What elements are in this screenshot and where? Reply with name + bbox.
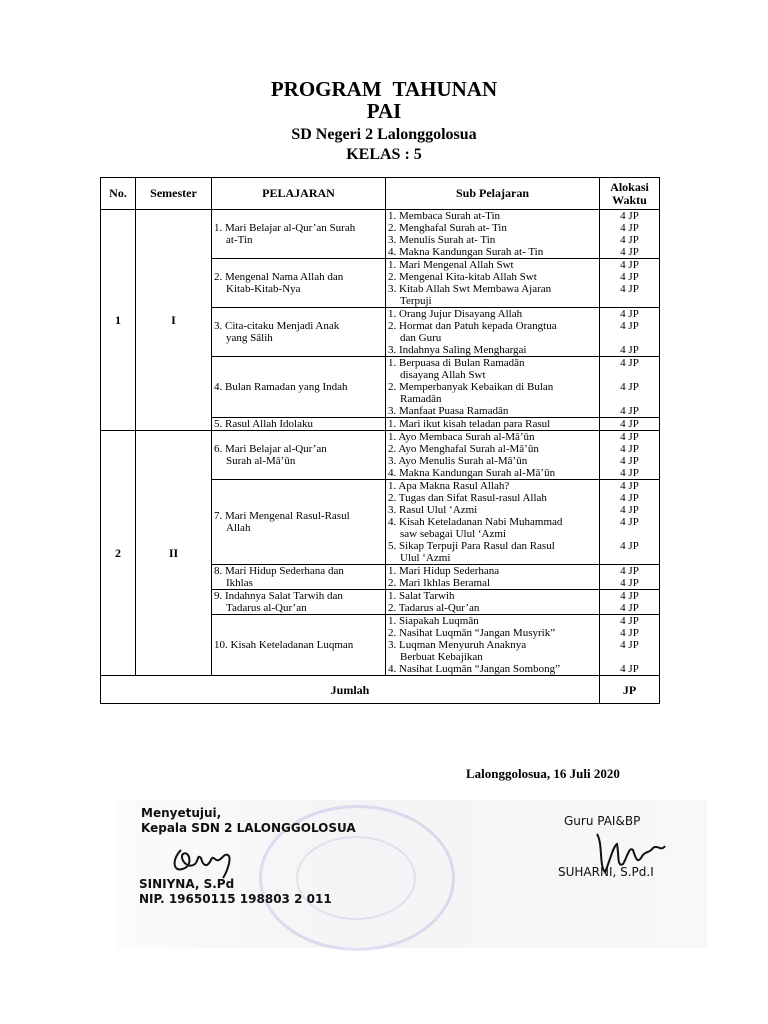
teacher-name: SUHARNI, S.Pd.I <box>558 865 654 879</box>
alokasi-value: 4 JP <box>620 602 639 614</box>
sub-pelajaran-item: 4. Makna Kandungan Surah al-Mā’ūn <box>388 467 556 479</box>
sub-pelajaran-item: Ramadān <box>400 393 442 405</box>
sub-pelajaran-item: 3. Indahnya Saling Menghargai <box>388 344 527 356</box>
table-body <box>101 210 660 676</box>
alokasi-value: 4 JP <box>620 480 639 492</box>
pelajaran-cell <box>212 590 386 615</box>
sub-pelajaran-item: 3. Rasul Ulul ‘Azmi <box>388 504 478 516</box>
sub-pelajaran-item: 2. Tugas dan Sifat Rasul-rasul Allah <box>388 492 547 504</box>
signature-area <box>117 800 707 948</box>
sub-pelajaran-item: 1. Orang Jujur Disayang Allah <box>388 308 523 320</box>
alokasi-value: 4 JP <box>620 259 639 271</box>
alokasi-value <box>602 552 657 564</box>
sub-pelajaran-item: 1. Berpuasa di Bulan Ramadān <box>388 357 525 369</box>
alokasi-value: 4 JP <box>620 344 639 356</box>
sub-pelajaran-cell <box>386 210 600 259</box>
sub-pelajaran-cell <box>386 590 600 615</box>
table-row <box>101 210 660 259</box>
principal-nip: NIP. 19650115 198803 2 011 <box>139 892 332 906</box>
alokasi-value: 4 JP <box>620 615 639 627</box>
alokasi-cell <box>600 357 660 418</box>
alokasi-value: 4 JP <box>620 381 639 393</box>
sub-pelajaran-cell <box>386 357 600 418</box>
pelajaran-line: 7. Mari Mengenal Rasul-Rasul <box>214 510 350 522</box>
header-alokasi-line1: Alokasi <box>610 179 649 194</box>
alokasi-value: 4 JP <box>620 271 639 283</box>
alokasi-value: 4 JP <box>620 443 639 455</box>
alokasi-value: 4 JP <box>620 320 639 332</box>
sub-pelajaran-item: 3. Luqman Menyuruh Anaknya <box>388 639 527 651</box>
sub-pelajaran-cell <box>386 259 600 308</box>
header-sub-pelajaran: Sub Pelajaran <box>386 178 600 210</box>
document-subject: PAI <box>366 99 402 123</box>
sub-pelajaran-item: 3. Kitab Allah Swt Membawa Ajaran <box>388 283 552 295</box>
pelajaran-line: 8. Mari Hidup Sederhana dan <box>214 565 344 577</box>
alokasi-cell <box>600 210 660 259</box>
pelajaran-cell <box>212 431 386 480</box>
sub-pelajaran-item: 1. Apa Makna Rasul Allah? <box>388 480 510 492</box>
sub-pelajaran-item: 2. Hormat dan Patuh kepada Orangtua <box>388 320 557 332</box>
header-pelajaran: PELAJARAN <box>212 178 386 210</box>
pelajaran-line: 6. Mari Belajar al-Qur’an <box>214 443 327 455</box>
school-name: SD Negeri 2 Lalonggolosua <box>291 126 477 143</box>
header-alokasi-line2: Waktu <box>612 192 647 207</box>
teacher-role: Guru PAI&BP <box>564 814 641 828</box>
row-number: 1 <box>101 210 136 431</box>
total-row <box>101 676 660 704</box>
pelajaran-line: Surah al-Mā’ūn <box>226 455 296 467</box>
pelajaran-line: Kitab-Kitab-Nya <box>226 283 301 295</box>
semester-cell: II <box>136 431 212 676</box>
sub-pelajaran-cell <box>386 431 600 480</box>
alokasi-value: 4 JP <box>620 492 639 504</box>
sub-pelajaran-item: 1. Ayo Membaca Surah al-Mā’ūn <box>388 431 535 443</box>
alokasi-cell <box>600 615 660 676</box>
total-label: Jumlah <box>101 676 600 704</box>
sub-pelajaran-item: 3. Menulis Surah at- Tin <box>388 234 496 246</box>
alokasi-value <box>602 295 657 307</box>
alokasi-value: 4 JP <box>620 590 639 602</box>
class-label: KELAS : 5 <box>346 146 422 163</box>
alokasi-value: 4 JP <box>620 222 639 234</box>
sub-pelajaran-item: 1. Membaca Surah at-Tin <box>388 210 501 222</box>
header-no: No. <box>101 178 136 210</box>
header-alokasi-waktu <box>600 178 660 210</box>
alokasi-cell <box>600 308 660 357</box>
pelajaran-cell <box>212 308 386 357</box>
sub-pelajaran-item: dan Guru <box>400 332 442 344</box>
principal-name: SINIYNA, S.Pd <box>139 877 235 891</box>
pelajaran-cell <box>212 418 386 431</box>
alokasi-cell <box>600 418 660 431</box>
sub-pelajaran-item: 2. Menghafal Surah at- Tin <box>388 222 507 234</box>
pelajaran-line: 1. Mari Belajar al-Qur’an Surah <box>214 222 356 234</box>
sub-pelajaran-item: Berbuat Kebajikan <box>400 651 483 663</box>
alokasi-value: 4 JP <box>620 246 639 258</box>
sub-pelajaran-cell <box>386 480 600 565</box>
alokasi-value: 4 JP <box>620 210 639 222</box>
sub-pelajaran-item: 1. Mari Mengenal Allah Swt <box>388 259 514 271</box>
document-title: PROGRAM TAHUNAN <box>270 77 498 101</box>
alokasi-cell <box>600 259 660 308</box>
pelajaran-cell <box>212 357 386 418</box>
sub-pelajaran-item: 4. Kisah Keteladanan Nabi Muhammad <box>388 516 563 528</box>
place-date: Lalonggolosua, 16 Juli 2020 <box>466 766 620 781</box>
alokasi-value: 4 JP <box>620 627 639 639</box>
sub-pelajaran-item: 4. Nasihat Luqmān “Jangan Sombong” <box>388 663 560 675</box>
sub-pelajaran-item: Ulul ‘Azmi <box>400 552 451 564</box>
approval-label: Menyetujui, <box>141 806 222 820</box>
sub-pelajaran-item: 4. Makna Kandungan Surah at- Tin <box>388 246 544 258</box>
sub-pelajaran-item: 2. Memperbanyak Kebaikan di Bulan <box>388 381 554 393</box>
pelajaran-line: 4. Bulan Ramadan yang Indah <box>214 381 348 393</box>
alokasi-value: 4 JP <box>620 455 639 467</box>
alokasi-value <box>602 528 657 540</box>
pelajaran-line: yang Sālih <box>226 332 273 344</box>
principal-role: Kepala SDN 2 LALONGGOLOSUA <box>141 821 356 835</box>
alokasi-value: 4 JP <box>620 418 639 430</box>
sub-pelajaran-cell <box>386 565 600 590</box>
semester-cell: I <box>136 210 212 431</box>
pelajaran-cell <box>212 210 386 259</box>
alokasi-value: 4 JP <box>620 308 639 320</box>
pelajaran-line: Tadarus al-Qur’an <box>226 602 307 614</box>
alokasi-value: 4 JP <box>620 577 639 589</box>
alokasi-value: 4 JP <box>620 467 639 479</box>
total-value: JP <box>600 676 660 704</box>
pelajaran-line: 10. Kisah Keteladanan Luqman <box>214 639 354 651</box>
pelajaran-line: Allah <box>226 522 251 534</box>
alokasi-cell <box>600 590 660 615</box>
sub-pelajaran-item: 2. Tadarus al-Qur’an <box>388 602 480 614</box>
document-header <box>0 78 768 164</box>
sub-pelajaran-item: Terpuji <box>400 295 432 307</box>
sub-pelajaran-item: saw sebagai Ulul ‘Azmi <box>400 528 506 540</box>
sub-pelajaran-item: 1. Salat Tarwih <box>388 590 455 602</box>
alokasi-value: 4 JP <box>620 357 639 369</box>
pelajaran-line: Ikhlas <box>226 577 253 589</box>
sub-pelajaran-cell <box>386 418 600 431</box>
alokasi-value <box>602 332 657 344</box>
alokasi-value <box>602 651 657 663</box>
sub-pelajaran-item: 1. Mari Hidup Sederhana <box>388 565 500 577</box>
sub-pelajaran-item: 3. Ayo Menulis Surah al-Mā’ūn <box>388 455 528 467</box>
alokasi-value: 4 JP <box>620 234 639 246</box>
alokasi-value: 4 JP <box>620 405 639 417</box>
row-number: 2 <box>101 431 136 676</box>
alokasi-value <box>602 393 657 405</box>
header-semester: Semester <box>136 178 212 210</box>
alokasi-value: 4 JP <box>620 516 639 528</box>
pelajaran-cell <box>212 615 386 676</box>
sub-pelajaran-item: 5. Sikap Terpuji Para Rasul dan Rasul <box>388 540 555 552</box>
alokasi-value: 4 JP <box>620 283 639 295</box>
sub-pelajaran-item: disayang Allah Swt <box>400 369 486 381</box>
pelajaran-cell <box>212 480 386 565</box>
sub-pelajaran-item: 2. Ayo Menghafal Surah al-Mā’ūn <box>388 443 539 455</box>
alokasi-value: 4 JP <box>620 639 639 651</box>
alokasi-value: 4 JP <box>620 540 639 552</box>
sub-pelajaran-item: 3. Manfaat Puasa Ramadān <box>388 405 509 417</box>
pelajaran-cell <box>212 259 386 308</box>
table-header-row <box>101 178 660 210</box>
pelajaran-line: 2. Mengenal Nama Allah dan <box>214 271 344 283</box>
pelajaran-line: 5. Rasul Allah Idolaku <box>214 418 313 430</box>
sub-pelajaran-item: 2. Mengenal Kita-kitab Allah Swt <box>388 271 537 283</box>
alokasi-value: 4 JP <box>620 504 639 516</box>
sub-pelajaran-cell <box>386 615 600 676</box>
sub-pelajaran-cell <box>386 308 600 357</box>
table-row <box>101 431 660 480</box>
alokasi-cell <box>600 480 660 565</box>
sub-pelajaran-item: 1. Siapakah Luqmān <box>388 615 479 627</box>
pelajaran-line: at-Tin <box>226 234 253 246</box>
sub-pelajaran-item: 1. Mari ikut kisah teladan para Rasul <box>388 418 551 430</box>
alokasi-value: 4 JP <box>620 663 639 675</box>
annual-program-table <box>100 177 660 704</box>
pelajaran-line: 9. Indahnya Salat Tarwih dan <box>214 590 343 602</box>
alokasi-cell <box>600 431 660 480</box>
pelajaran-cell <box>212 565 386 590</box>
alokasi-value <box>602 369 657 381</box>
pelajaran-line: 3. Cita-citaku Menjadi Anak <box>214 320 340 332</box>
alokasi-cell <box>600 565 660 590</box>
sub-pelajaran-item: 2. Mari Ikhlas Beramal <box>388 577 491 589</box>
alokasi-value: 4 JP <box>620 431 639 443</box>
sub-pelajaran-item: 2. Nasihat Luqmān “Jangan Musyrik” <box>388 627 556 639</box>
alokasi-value: 4 JP <box>620 565 639 577</box>
